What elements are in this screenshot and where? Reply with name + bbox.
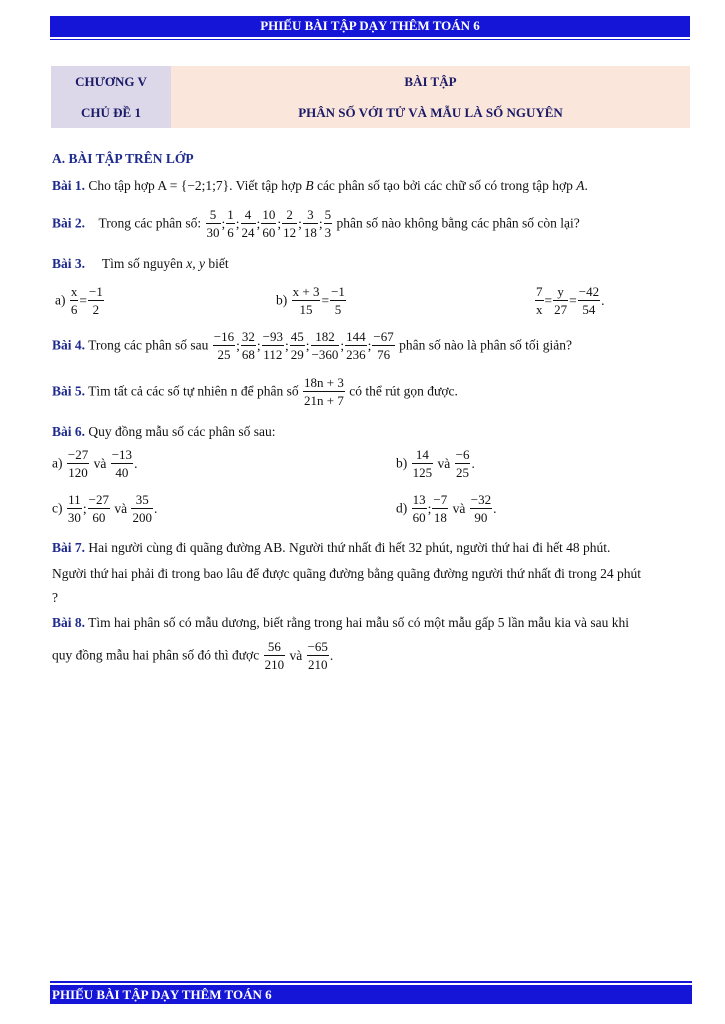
exercise-7-line-1: Hai người cùng đi quãng đường AB. Người thứ nhất đi hết 32 phút, người thứ hai đi hết 48 phút. [88, 540, 611, 555]
numerator: −65 [307, 639, 328, 654]
numerator: −27 [88, 492, 109, 507]
separator: ; [235, 215, 240, 231]
fraction [213, 330, 235, 363]
exercise-6 [52, 424, 275, 440]
exercise-5-text: Tìm tất cả các số tự nhiên n để phân số [88, 383, 299, 399]
denominator: 68 [241, 346, 255, 362]
separator: ; [427, 500, 432, 516]
exercise-3b [276, 285, 347, 318]
separator: = [321, 292, 330, 308]
separator: và [110, 500, 131, 516]
numerator: 56 [264, 640, 286, 656]
fraction [241, 330, 256, 363]
numerator: 13 [412, 492, 426, 507]
exercise-8-label: Bài 8. [52, 615, 86, 630]
fraction [535, 285, 544, 318]
title-table [51, 66, 690, 128]
exercise-3 [52, 256, 229, 272]
fraction [241, 208, 256, 241]
numerator: 45 [290, 329, 304, 344]
exercise-1-text: Cho tập hợp [88, 178, 158, 193]
numerator: 144 [346, 329, 366, 344]
header-banner [50, 16, 690, 37]
denominator: 125 [412, 464, 433, 480]
exercise-2-text: Trong các phân số: [98, 215, 202, 231]
denominator: 200 [132, 509, 152, 525]
numerator: −16 [213, 329, 235, 344]
fraction [432, 493, 448, 526]
exercise-6a-label: a) [52, 455, 63, 471]
set-a-var: A [576, 178, 585, 193]
exercise-6d-fractions [411, 492, 497, 525]
denominator: 6 [70, 301, 78, 317]
separator: . [134, 455, 138, 471]
chapter-cell: CHƯƠNG V [51, 66, 171, 97]
denominator: 60 [262, 224, 276, 240]
exercise-2 [52, 208, 580, 241]
separator: = [79, 292, 87, 308]
numerator: x + 3 [292, 284, 320, 299]
denominator: 210 [307, 656, 328, 672]
denominator: 30 [67, 509, 81, 525]
numerator: −7 [433, 492, 448, 507]
denominator: 60 [412, 509, 426, 525]
numerator: 11 [68, 492, 81, 507]
separator: ; [305, 337, 310, 353]
numerator: 14 [412, 448, 434, 464]
fraction [111, 448, 133, 481]
exercise-5-text-2: có thể rút gọn được. [349, 383, 458, 399]
exercise-4-label: Bài 4. [52, 337, 86, 353]
denominator: 21n + 7 [304, 392, 344, 408]
separator: . [329, 647, 334, 663]
exercise-1-text-2: . Viết tập hợp [229, 178, 306, 193]
denominator: 30 [206, 224, 220, 240]
label-cell: BÀI TẬP [171, 66, 690, 97]
numerator: −32 [470, 492, 492, 507]
denominator: 25 [456, 464, 470, 480]
section-a-title: A. BÀI TẬP TRÊN LỚP [52, 151, 194, 166]
fraction [292, 285, 321, 318]
numerator: −1 [331, 284, 345, 299]
separator: ; [82, 500, 87, 516]
numerator: −42 [578, 284, 600, 299]
numerator: 5 [324, 207, 332, 222]
fraction [88, 493, 110, 526]
fraction [307, 640, 329, 673]
denominator: 27 [554, 301, 568, 317]
exercise-5-fraction [302, 375, 346, 408]
fraction [131, 493, 153, 526]
separator: ; [367, 337, 372, 353]
exercise-5 [52, 376, 458, 409]
exercise-1 [52, 178, 588, 194]
header-title: PHIẾU BÀI TẬP DẠY THÊM TOÁN 6 [260, 18, 480, 33]
denominator: 210 [264, 656, 285, 672]
topic-cell: CHỦ ĐỀ 1 [51, 97, 171, 128]
exercise-6c [52, 493, 157, 526]
separator: và [449, 500, 469, 516]
numerator: 1 [227, 207, 234, 222]
exercise-2-question: phân số nào không bằng các phân số còn lại? [336, 215, 580, 231]
footer-banner [50, 985, 692, 1004]
exercise-3c [534, 285, 604, 318]
denominator: 15 [299, 301, 313, 317]
fraction [264, 640, 286, 673]
separator: ; [221, 215, 226, 231]
denominator: 25 [217, 346, 231, 362]
fraction [206, 208, 221, 241]
separator: ; [340, 337, 345, 353]
footer-title: PHIẾU BÀI TẬP DẠY THÊM TOÁN 6 [52, 987, 272, 1002]
exercise-3a [55, 285, 105, 318]
exercise-1-text-4: . [584, 178, 588, 193]
exercise-8 [52, 615, 629, 631]
exercise-7 [52, 540, 610, 556]
numerator: 3 [303, 208, 318, 224]
denominator: x [536, 301, 543, 317]
exercise-3c-equation [534, 284, 605, 317]
denominator: 40 [115, 464, 129, 480]
set-a: A = {−2;1;7} [157, 178, 230, 193]
numerator: −27 [67, 447, 89, 462]
exercise-2-label: Bài 2. [52, 215, 86, 231]
numerator: x [70, 284, 78, 299]
exercise-3-label: Bài 3. [52, 256, 86, 271]
exercise-6b [396, 448, 475, 481]
fraction [303, 208, 318, 241]
denominator: 12 [283, 224, 297, 240]
exercise-6-text: Quy đồng mẫu số các phân số sau: [88, 424, 276, 439]
exercise-4-fractions [212, 329, 396, 362]
separator: và [434, 455, 454, 471]
numerator: −1 [89, 284, 103, 299]
exercise-4 [52, 330, 572, 363]
fraction [88, 285, 104, 318]
denominator: 18 [303, 224, 317, 240]
fraction [553, 285, 568, 318]
fraction [282, 208, 297, 241]
separator: = [544, 292, 553, 308]
exercise-3a-equation [69, 284, 105, 317]
numerator: −67 [373, 329, 394, 344]
numerator: y [553, 285, 568, 301]
separator: và [286, 647, 306, 663]
fraction [290, 330, 305, 363]
exercise-5-label: Bài 5. [52, 383, 86, 399]
exercise-3-text: Tìm số nguyên [101, 256, 187, 271]
set-b-var: B [305, 178, 314, 193]
denominator: 90 [474, 509, 488, 525]
exercise-6a-fractions [66, 447, 138, 480]
numerator: 10 [262, 207, 276, 222]
separator: . [493, 500, 497, 516]
numerator: 4 [241, 208, 256, 224]
fraction [303, 376, 345, 409]
denominator: 112 [263, 346, 283, 362]
exercise-6d-label: d) [396, 500, 408, 516]
numerator: 2 [282, 208, 297, 224]
fraction [412, 493, 427, 526]
numerator: 32 [241, 329, 255, 344]
numerator: −93 [262, 329, 283, 344]
exercise-3-text-2: biết [205, 256, 229, 271]
numerator: 7 [536, 284, 543, 299]
separator: . [471, 455, 475, 471]
exercise-6c-label: c) [52, 500, 63, 516]
exercise-8-fractions [263, 639, 334, 672]
denominator: 2 [92, 301, 100, 317]
exercise-3b-label: b) [276, 292, 288, 308]
fraction [330, 285, 346, 318]
exercise-7-label: Bài 7. [52, 540, 86, 555]
exercise-2-fractions [205, 207, 334, 240]
fraction [311, 330, 340, 363]
denominator: 54 [582, 301, 596, 317]
exercise-7-line-2: Người thứ hai phải đi trong bao lâu để được quãng đường bằng quãng đường người thứ nhất đi trong 24 phút [52, 566, 641, 581]
exercise-8-line-1: Tìm hai phân số có mẫu dương, biết rằng trong hai mẫu số có một mẫu gấp 5 lần mẫu kia và sau khi [88, 615, 629, 630]
exercise-7-line-3: ? [52, 590, 58, 605]
subject-cell: PHÂN SỐ VỚI TỬ VÀ MẪU LÀ SỐ NGUYÊN [171, 97, 690, 128]
fraction [578, 285, 600, 318]
fraction [345, 330, 367, 363]
fraction [470, 493, 492, 526]
denominator: 24 [241, 224, 255, 240]
exercise-3a-label: a) [55, 292, 66, 308]
separator: ; [284, 337, 289, 353]
separator: . [601, 292, 605, 308]
denominator: −360 [311, 346, 339, 362]
separator: ; [298, 215, 302, 231]
numerator: 18n + 3 [304, 375, 344, 390]
separator: = [569, 292, 577, 308]
denominator: 76 [377, 346, 391, 362]
denominator: 6 [227, 224, 234, 240]
fraction [67, 493, 82, 526]
exercise-6a [52, 448, 137, 481]
separator: ; [277, 215, 282, 231]
exercise-6b-label: b) [396, 455, 408, 471]
denominator: 236 [346, 346, 366, 362]
separator: ; [256, 337, 261, 353]
fraction [67, 448, 89, 481]
exercise-4-question: phân số nào là phân số tối giản? [399, 337, 572, 353]
separator: ; [236, 337, 240, 353]
exercise-3-vars: x, y [186, 256, 205, 271]
fraction [412, 448, 434, 481]
exercise-6d [396, 493, 496, 526]
denominator: 120 [68, 464, 88, 480]
exercise-6b-fractions [411, 447, 475, 480]
exercise-8-line-2: quy đồng mẫu hai phân số đó thì được [52, 647, 260, 663]
numerator: −13 [111, 447, 133, 462]
separator: ; [318, 215, 323, 231]
fraction [455, 448, 471, 481]
numerator: 35 [131, 493, 153, 509]
separator: . [153, 500, 158, 516]
separator: ; [256, 215, 261, 231]
denominator: 60 [92, 509, 106, 525]
exercise-6-label: Bài 6. [52, 424, 86, 439]
exercise-1-text-3: các phân số tạo bởi các chữ số có trong tập hợp [313, 178, 577, 193]
numerator: 5 [206, 208, 221, 224]
fraction [261, 208, 276, 241]
exercise-6c-fractions [66, 492, 158, 525]
fraction [226, 208, 235, 241]
exercise-4-text: Trong các phân số sau [88, 337, 209, 353]
denominator: 29 [290, 346, 304, 362]
fraction [262, 330, 284, 363]
fraction [70, 285, 79, 318]
numerator: −6 [455, 447, 470, 462]
denominator: 18 [433, 509, 447, 525]
numerator: 182 [311, 330, 340, 346]
exercise-3b-equation [291, 284, 347, 317]
denominator: 3 [324, 224, 332, 240]
denominator: 5 [334, 301, 342, 317]
separator: và [90, 455, 110, 471]
fraction [372, 330, 394, 363]
fraction [324, 208, 333, 241]
exercise-1-label: Bài 1. [52, 178, 86, 193]
exercise-8-line-2-wrap [52, 640, 333, 673]
